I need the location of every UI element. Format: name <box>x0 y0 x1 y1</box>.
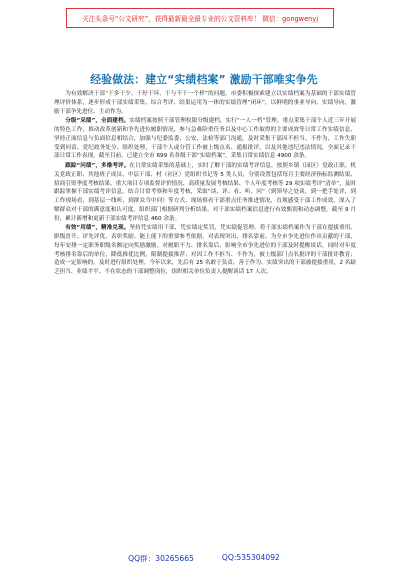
article-title: 经验做法：建立“实绩档案” 激励干部唯实争先 <box>90 73 318 86</box>
section-text-collect: 实绩档案按照干部管理权限分级建档，实行“一人一档”管理。重点采集干部个人近三年开展的特色工作，推动改革创新和争先进位履职情况，参与急难险重任务以及中心工作取得的主要成效等日常工作实绩信息，坚持正面信息与负面信息相结合，加强与纪委监委、公安、法检等部门沟通，及时采集干部因不担当、不作为，工作失职受到问责、党纪政务处分、组织处理，干部个人或分管工作被上级点名、通报批评，以及其他违纪违法情况，全面记录干部日常工作表现。截至目前，已建立全市 699 名各级干部“实绩档案”，采集日常实绩信息 4900 余条。 <box>54 118 356 160</box>
section-lead-evaluate: 跟踪“问绩”，多维考评。 <box>65 163 130 169</box>
section-paragraph-evaluate <box>54 162 356 223</box>
promo-banner <box>66 8 334 28</box>
qq-group-number: QQ群：30265665 <box>128 554 194 563</box>
section-text-evaluate: 在日常实绩采集的基础上，实时了解干部的实绩考评信息。按照乡镇（园区）党政正职、机关党政正职、其他班子成员、中层干部、村（社区）党组织书记等 5 类人员，分别设置包括每月主要经济指标监测结果、招商引资季度考核结果、重大项目专项监督评价情况、高质量发展考核结果、个人年度考核等 29 项实绩考评“清单”，及时跟踪掌握干部实绩考评信息。结合日常考察和年度考核，采取“谈、评、看、听、问”（到领导之处谈，到一把手处评，到工作现场看，到基层一线听，到群众当中问）等方式，现场察看干部重点任务推进情况，直观感受干部工作成效，深入了解群众对干部的满意度和认可度。组织部门根据研判分析结果，对干部实绩档案信息进行有效甄别和动态调整。截至 9 月份，累计新增和更新干部实绩考评信息 460 余条。 <box>54 163 356 222</box>
contact-footer <box>0 553 408 564</box>
qq-number: QQ:535304092 <box>221 553 280 562</box>
section-text-use: 坚持凭实绩用干部，凭实绩定奖罚，凭实绩促管理。将干部实绩档案作为干部在提拔重用、职级晋升、评先评优、表彰奖励、能上能下的重要参考依据。对表现突出、排名靠前、为全市争先进位作出贡献的干部，每年安排一定职务职级名额定向奖励激励。对履职不力、排名靠后、影响全市争先进位的干部及时提醒谈话，同时对年度考核排名靠后的单位，降低推优比例，限制提拔推荐；对因工作不担当、不作为，被上级部门点名批评的干部批评教育；造成一定影响的，及时进行组织处理。今年以来，先后有 25 名敢于负责、善于作为、实绩突出的干部被提拔重用，2 名缺乏担当、业绩平平、不在状态的干部调整岗位，组织相关单位负责人提醒谈话 17 人次。 <box>54 225 356 275</box>
section-paragraph-collect <box>54 117 356 161</box>
section-lead-collect: 分级“采绩”，全面建档。 <box>65 118 130 125</box>
section-paragraph-use <box>54 224 356 277</box>
intro-paragraph: 为有效解决干部“干多干少、干好干坏、干与不干一个样”的问题，市委积极探索建立以实绩档案为基础的干部实绩管理评价体系，逐步形成干部实绩采集、综合考评、结果运用为一体的实绩管理“闭环”，以鲜明的事业导向、实绩导向，激励干部争先进位、主动作为。 <box>54 91 356 115</box>
article-body <box>54 90 356 278</box>
promo-banner-text: 关注头条号“公文研究”，获得最新最全最专业的公文资料库！ 微信：gongwenyj <box>81 15 319 23</box>
section-lead-use: 有效“用绩”，精准兑现。 <box>65 225 130 232</box>
